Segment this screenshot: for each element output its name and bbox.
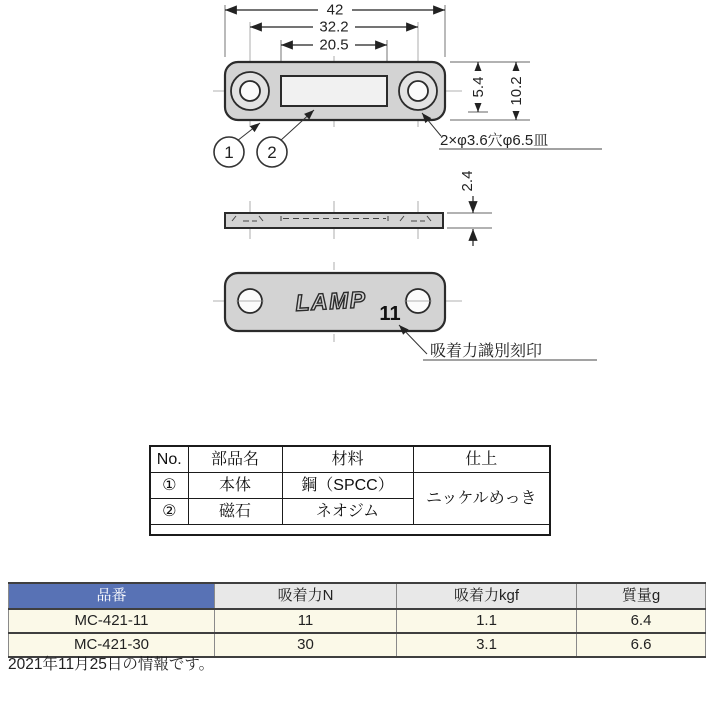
parts-no-1: ①: [150, 473, 188, 499]
lamp-logo: LAMP: [294, 286, 368, 316]
callout-1-label: 1: [224, 143, 234, 162]
plate-side-view: [225, 213, 443, 228]
spec-header-row: [9, 583, 706, 609]
spec-mass-1: 6.4: [577, 609, 706, 633]
hole-note: [422, 113, 602, 149]
spec-row-mc-421-11: [9, 609, 706, 633]
countersunk-hole-left: [231, 72, 269, 110]
info-date-note: 2021年11月25日の情報です。: [8, 656, 215, 673]
dim-5-4-label: 5.4: [470, 76, 487, 98]
parts-finish: ニッケルめっき: [413, 473, 550, 525]
parts-empty-strip: [150, 525, 550, 536]
force-marking: 11: [379, 303, 401, 325]
dim-magnet-width: [281, 37, 387, 54]
dim-plate-height: [508, 62, 525, 120]
spec-force-kgf-1: 1.1: [397, 609, 577, 633]
hole-note-label: 2×φ3.6穴φ6.5皿: [440, 132, 549, 149]
magnet-slot: [281, 76, 387, 106]
top-view: [213, 2, 602, 168]
dim-hole-pitch: [250, 19, 418, 36]
spec-part-no-1: MC-421-11: [9, 609, 215, 633]
dim-32-2-label: 32.2: [319, 18, 349, 36]
side-extension-lines: [447, 213, 492, 228]
parts-row-body: [150, 473, 550, 499]
spec-force-kgf-2: 3.1: [397, 633, 577, 657]
spec-header-mass: 質量g: [577, 583, 706, 609]
parts-no-2: ②: [150, 499, 188, 525]
dim-20-5-label: 20.5: [319, 36, 349, 54]
spec-header-part-no: 品番: [9, 583, 215, 609]
side-view: [225, 171, 492, 246]
spec-table: [8, 582, 706, 658]
parts-material-2: ネオジム: [282, 499, 413, 525]
parts-header-name: 部品名: [188, 446, 282, 473]
parts-header-no: No.: [150, 446, 188, 473]
callout-2-label: 2: [267, 143, 277, 162]
dim-thickness: [459, 171, 476, 246]
parts-name-1: 本体: [188, 473, 282, 499]
parts-header-material: 材料: [282, 446, 413, 473]
spec-part-no-2: MC-421-30: [9, 633, 215, 657]
bottom-view: [213, 262, 597, 360]
marking-note-label: 吸着力識別刻印: [430, 343, 543, 360]
dim-edge-to-center: [470, 62, 487, 112]
parts-table: [149, 445, 551, 536]
parts-header-finish: 仕上: [413, 446, 550, 473]
spec-force-n-2: 30: [215, 633, 397, 657]
spec-header-force-kgf: 吸着力kgf: [397, 583, 577, 609]
dim-2-4-label: 2.4: [459, 170, 476, 192]
parts-material-1: 鋼（SPCC）: [282, 473, 413, 499]
parts-name-2: 磁石: [188, 499, 282, 525]
dim-10-2-label: 10.2: [508, 76, 525, 106]
spec-mass-2: 6.6: [577, 633, 706, 657]
spec-force-n-1: 11: [215, 609, 397, 633]
countersunk-hole-right: [399, 72, 437, 110]
spec-header-force-n: 吸着力N: [215, 583, 397, 609]
parts-bottom-strip: [150, 525, 550, 536]
parts-header-row: [150, 446, 550, 473]
dim-overall-width: [225, 2, 445, 19]
dim-42-label: 42: [326, 1, 344, 19]
